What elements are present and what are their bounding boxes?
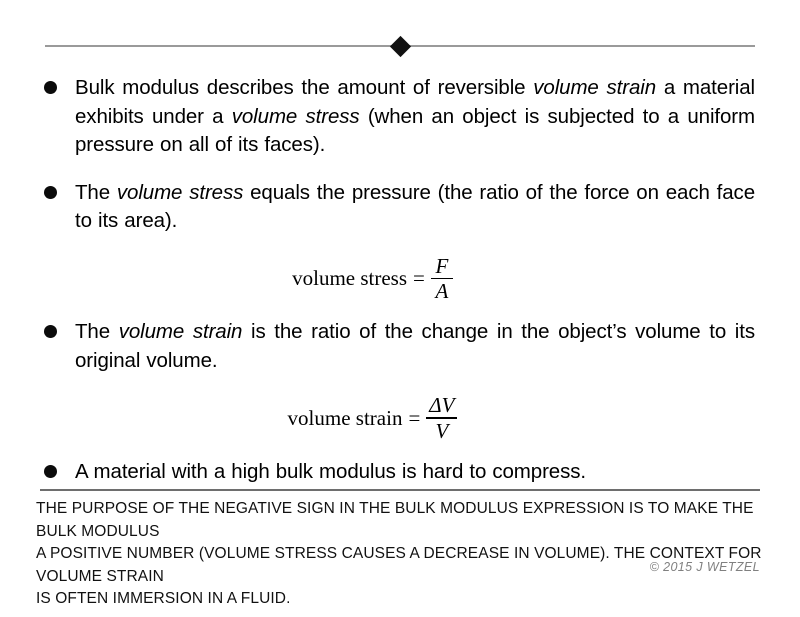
footer-divider [40, 489, 760, 491]
equation-volume-stress [0, 255, 800, 303]
copyright-text: © 2015 J WETZEL [649, 560, 760, 574]
equation-1-fraction [431, 255, 453, 303]
bullet-2-seg-0: The [75, 180, 117, 204]
bullet-marker-icon [44, 325, 57, 338]
equation-1-numerator: F [435, 253, 449, 278]
bullet-4-seg-0: A material with a high bulk modulus is hard to compress. [75, 459, 586, 483]
bullet-1-seg-1: volume strain [533, 76, 657, 99]
equation-2-numerator: ΔV [429, 393, 455, 418]
top-separator [45, 36, 755, 56]
bullet-1-seg-3: volume stress [231, 104, 360, 128]
bullet-marker-icon [44, 186, 57, 199]
bullet-text-3 [75, 318, 755, 375]
bullet-item-2 [0, 179, 800, 236]
footer-note-line-1: THE PURPOSE OF THE NEGATIVE SIGN IN THE BULK MODULUS EXPRESSION IS TO MAKE THE BULK MODULUS [36, 500, 754, 540]
bullet-3-seg-0: The [75, 320, 119, 344]
bullet-item-3 [0, 318, 800, 375]
equation-1-operator: = [413, 265, 425, 290]
bullet-2-seg-1: volume stress [116, 180, 244, 204]
equation-2-operator: = [408, 405, 421, 430]
equation-2-line [288, 394, 458, 442]
bullet-1-seg-2: a material exhibits under a [75, 76, 756, 128]
equation-2-denominator: V [435, 418, 449, 443]
diamond-ornament-icon [389, 35, 410, 56]
bullet-text-1 [75, 74, 755, 160]
bullet-3-seg-2: is the ratio of the change in the object’s volume to its original volume. [75, 320, 756, 372]
bullet-text-2 [75, 179, 755, 236]
equation-volume-strain [0, 394, 800, 442]
footer-note-line-2: A POSITIVE NUMBER (VOLUME STRESS CAUSES A DECREASE IN VOLUME). THE CONTEXT FOR VOLUME STRAIN [36, 545, 762, 585]
bullet-1-seg-4: (when an object is subjected to a uniform pressure on all of its faces). [75, 104, 756, 156]
equation-1-line [292, 255, 453, 303]
bullet-2-seg-2: equals the pressure (the ratio of the force on each face to its area). [75, 180, 755, 232]
slide-content [0, 74, 800, 505]
equation-2-fraction [426, 394, 457, 442]
bullet-3-seg-1: volume strain [118, 320, 243, 344]
bullet-1-seg-0: Bulk modulus describes the amount of reversible [75, 76, 534, 99]
footer-note [36, 498, 764, 611]
equation-2-lhs: volume strain [287, 405, 403, 430]
bullet-marker-icon [44, 81, 57, 94]
footer-note-line-3: IS OFTEN IMMERSION IN A FLUID. [36, 590, 291, 607]
bullet-text-4 [75, 458, 755, 487]
equation-1-denominator: A [435, 279, 449, 304]
bullet-item-1 [0, 74, 800, 160]
equation-1-lhs: volume stress [292, 265, 408, 290]
bullet-item-4 [0, 458, 800, 487]
bullet-marker-icon [44, 465, 57, 478]
